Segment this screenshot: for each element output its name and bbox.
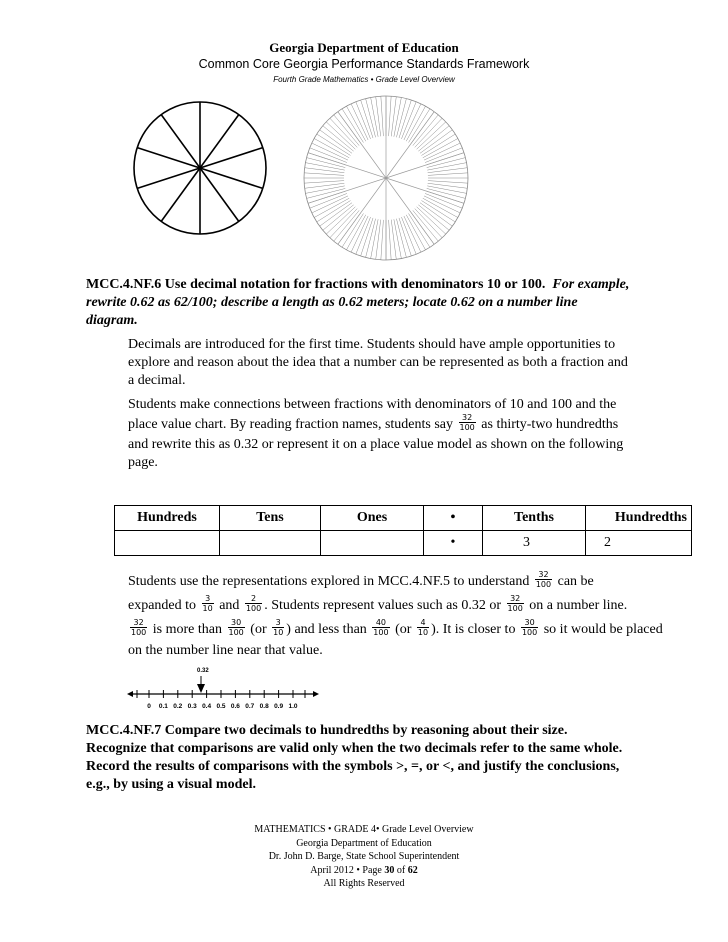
circle-10-parts [130,95,270,245]
circle-division-line [305,163,344,170]
circle-division-line [200,168,263,188]
circle-division-line [394,97,401,136]
table-header-row [115,506,692,531]
circle-division-line [389,220,392,260]
footer-rights: All Rights Reserved [323,878,405,889]
circle-division-line [406,106,425,141]
footer-course: MATHEMATICS • GRADE 4• Grade Level Overview [254,824,474,835]
circle-division-line [314,198,349,217]
paragraph-connections: Students make connections between fractions with denominators of 10 and 100 and the place value chart. By reading fraction names, students say $\frac{32}{100}$ as thirty-two hundredths and rewrite this as 0.32 or represent it on a place value model as shown on the following page. [128,397,624,470]
circle-division-line [424,196,460,213]
circle-division-line [305,186,344,193]
circle-division-line [137,168,200,188]
header-subtitle: Fourth Grade Mathematics • Grade Level Overview [273,75,455,84]
circle-division-line [312,143,348,160]
header-tens: Tens [220,506,321,531]
circle-division-line [391,220,396,260]
circle-division-line [396,219,406,258]
standard-6-heading-line2: rewrite 0.62 as 62/100; describe a length as 0.62 meters; locate 0.62 on a number line [86,295,578,310]
circle-division-line [404,216,421,252]
number-line-tick-label: 0.6 [230,703,240,710]
footer [0,823,728,891]
header-hundreds: Hundreds [115,506,220,531]
circle-division-line [394,219,401,258]
table-row [115,531,692,556]
cell-hundredths: 2 [586,531,692,556]
circle-division-line [366,99,376,138]
circle-division-line [428,181,468,184]
circle-division-line [428,173,468,176]
circle-division-line [427,163,466,170]
fraction-30-100: $\frac{30}{100}$ [228,618,244,638]
circle-division-line [391,97,396,137]
cell-decimal-point: • [424,531,483,556]
circle-division-line [346,106,365,141]
footer-page: April 2012 • Page 30 of 62 [310,864,418,876]
standard-7-heading: MCC.4.NF.7 Compare two decimals to hundredths by reasoning about their size. Recognize that comparisons are valid only when the two decimals refer to the same whole. Record the results of comparisons with the symbols >, =, or <, and justify the conclusions, e.g., by using a visual model. [86,723,623,792]
circle-division-line [428,168,468,173]
number-line [125,664,325,712]
circle-division-line [351,216,368,252]
number-line-tick-label: 0.8 [259,703,269,710]
header-tenths: Tenths [483,506,586,531]
circle-division-line [346,215,365,250]
circle-division-line [161,168,200,221]
fraction-2-100: $\frac{2}{100}$ [245,594,262,614]
circle-division-line [389,96,392,136]
header-ones: Ones [321,506,424,531]
circle-division-line [428,183,468,188]
circle-division-line [427,186,466,193]
circle-division-line [161,115,200,168]
fraction-3-10: $\frac{3}{10}$ [273,618,284,638]
circle-division-line [312,196,348,213]
number-line-tick-label: 0.1 [158,703,168,710]
circle-division-line [305,168,345,173]
header-framework: Common Core Georgia Performance Standards Framework [198,57,530,71]
circle-division-line [381,96,384,136]
circle-division-line [351,104,368,140]
circle-division-line [200,168,239,221]
circle-division-line [305,183,345,188]
circle-100-parts [300,92,472,264]
circle-division-line [371,219,378,258]
number-line-tick-label: 0 [147,703,151,710]
number-line-marker-label: 0.32 [197,668,209,674]
fraction-3-10: $\frac{3}{10}$ [202,594,213,614]
circle-division-line [304,173,344,176]
cell-tenths: 3 [483,531,586,556]
footer-department: Georgia Department of Education [296,837,432,849]
circle-division-line [423,198,458,217]
circle-division-line [424,143,460,160]
circle-division-line [381,220,384,260]
number-line-tick-label: 0.2 [173,703,183,710]
number-line-tick-label: 0.3 [187,703,197,710]
circle-division-line [423,138,458,157]
arrow-right-icon [313,691,319,697]
cell-hundreds [115,531,220,556]
number-line-tick-label: 0.5 [216,703,226,710]
paragraph-explanation: Students use the representations explored in MCC.4.NF.5 to understand $\frac{32}{100}$ can be expanded to $\frac{3}{10}$ and $\frac{2}{100}$ . Students represent values such as 0.32 or $\frac{32}{100}$ on a number line. $\frac{32}{100}$ is more than $\frac{30}{100}$ (or $\frac{3}{10}$ ) and less than $\frac{40}{100}$ (or $\frac{4}{10}$ ). It is closer to $\frac{30}{100}$ so it would be placed on the number line near that value. [128,570,663,658]
circle-division-line [371,97,378,136]
fraction-30-100: $\frac{30}{100}$ [521,618,538,638]
header-agency: Georgia Department of Education [269,40,459,55]
standard-6-heading-line3: diagram. [86,313,138,328]
fraction-32-100: $\frac{32}{100}$ [459,413,475,433]
header-hundredths: Hundredths [586,506,692,531]
cell-ones [321,531,424,556]
circle-division-line [376,97,381,137]
header-decimal-point: • [424,506,483,531]
circle-division-line [314,138,349,157]
circle-division-line [304,181,344,184]
marker-arrow [197,684,205,693]
number-line-tick-label: 0.9 [274,703,284,710]
paragraph-decimals-intro: Decimals are introduced for the first time. Students should have ample opportunities to explore and reason about the idea that a number can be represented as both a fraction and a decimal. [128,337,628,388]
arrow-left-icon [127,691,133,697]
footer-superintendent: Dr. John D. Barge, State School Superintendent [268,851,460,862]
circle-division-line [404,104,421,140]
cell-tens [220,531,321,556]
place-value-table [114,505,692,556]
circle-division-line [200,115,239,168]
number-line-tick-label: 1.0 [288,703,298,710]
circle-division-line [200,148,263,168]
fraction-32-100: $\frac{32}{100}$ [507,594,523,614]
circle-division-line [376,220,381,260]
circle-division-line [366,219,376,258]
circle-division-line [406,215,425,250]
fraction-32-100: $\frac{32}{100}$ [535,570,552,590]
fraction-4-10: $\frac{4}{10}$ [417,618,429,638]
standard-6-heading: MCC.4.NF.6 Use decimal notation for fractions with denominators 10 or 100. For example, [86,277,630,292]
fraction-32-100: $\frac{32}{100}$ [131,618,147,638]
number-line-tick-label: 0.7 [245,703,255,710]
fraction-40-100: $\frac{40}{100}$ [373,618,389,638]
number-line-tick-label: 0.4 [202,703,212,710]
circle-division-line [396,99,406,138]
circle-division-line [137,148,200,168]
